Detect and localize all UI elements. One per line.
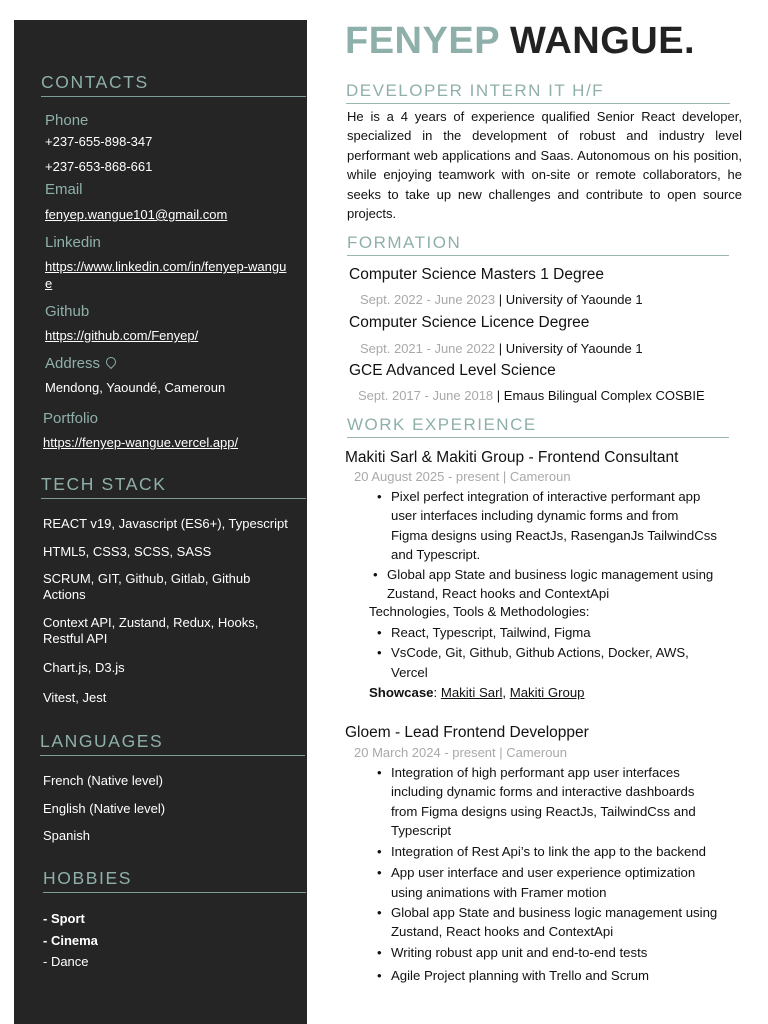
bullet-item: • Agile Project planning with Trello and Scrum	[373, 966, 718, 985]
location-pin-icon	[104, 355, 118, 369]
first-name: FENYEP	[345, 20, 501, 62]
address-label-text: Address	[45, 355, 101, 372]
phone-label: Phone	[45, 112, 89, 129]
degree-school: | Emaus Bilingual Complex COSBIE	[493, 388, 705, 403]
degree-details	[360, 292, 643, 307]
degree-details	[360, 341, 643, 356]
degree-details	[358, 388, 705, 403]
job-title: Makiti Sarl & Makiti Group - Frontend Consultant	[345, 449, 679, 466]
tool-item: • VsCode, Git, Github, Github Actions, Docker, AWS, Vercel	[373, 643, 718, 682]
profile-summary: He is a 4 years of experience qualified Senior React developer, specialized in the development of robust and industry level performant web applications and Saas. Autonomous on his position, while enjoying teamwork with on-site or remote collaborators, he seeks to take up new challenges and contribute to open source projects.	[347, 109, 742, 222]
job-date: 20 August 2025 - present | Cameroun	[354, 469, 571, 484]
address-label	[45, 355, 116, 372]
hobby-item: - Cinema	[43, 933, 98, 948]
address-text: Mendong, Yaoundé, Cameroun	[45, 380, 226, 395]
email-label: Email	[45, 181, 83, 198]
formation-heading: FORMATION	[347, 233, 729, 256]
tech-item: REACT v19, Javascript (ES6+), Typescript	[43, 516, 288, 531]
tech-item: Vitest, Jest	[43, 690, 107, 705]
showcase-link-makiti-sarl[interactable]: Makiti Sarl	[440, 685, 503, 700]
hobby-item: - Sport	[43, 911, 85, 926]
phone-number-2: +237-653-868-661	[45, 159, 153, 174]
degree-dates: Sept. 2022 - June 2023	[360, 292, 496, 307]
showcase-label: Showcase	[369, 685, 434, 700]
phone-number-1: +237-655-898-347	[45, 134, 153, 149]
languages-heading: LANGUAGES	[40, 731, 305, 756]
email-link[interactable]: fenyep.wangue101@gmail.com	[45, 207, 228, 222]
linkedin-label: Linkedin	[45, 234, 101, 251]
role-heading: DEVELOPER INTERN IT H/F	[346, 81, 730, 104]
degree-dates: Sept. 2021 - June 2022	[360, 341, 496, 356]
candidate-name	[345, 20, 695, 63]
showcase-line	[369, 685, 585, 700]
contacts-heading: CONTACTS	[41, 72, 306, 97]
bullet-item: • Writing robust app unit and end-to-end tests	[373, 943, 718, 962]
language-item: French (Native level)	[43, 773, 163, 788]
language-item: Spanish	[43, 828, 90, 843]
job-date: 20 March 2024 - present | Cameroun	[354, 745, 567, 760]
bullet-item: • Integration of high performant app user interfaces including dynamic forms and interactive dashboards from Figma designs using ReactJs, TailwindCss and Typescript	[373, 763, 718, 840]
bullet-item: • Integration of Rest Api’s to link the app to the backend	[373, 842, 718, 861]
job-title: Gloem - Lead Frontend Developper	[345, 724, 589, 741]
portfolio-label: Portfolio	[43, 410, 99, 427]
tools-list	[373, 623, 718, 682]
bullet-item: • Global app State and business logic management using Zustand, React hooks and ContextApi	[373, 903, 718, 942]
github-label: Github	[45, 303, 90, 320]
hobbies-heading: HOBBIES	[43, 868, 306, 893]
tech-item: SCRUM, GIT, Github, Gitlab, Github Actions	[43, 571, 251, 602]
portfolio-link[interactable]: https://fenyep-wangue.vercel.app/	[43, 435, 239, 450]
language-item: English (Native level)	[43, 801, 166, 816]
work-experience-heading: WORK EXPERIENCE	[347, 415, 729, 438]
tech-item: Chart.js, D3.js	[43, 660, 125, 675]
job-bullets	[373, 763, 718, 985]
tool-item: • React, Typescript, Tailwind, Figma	[373, 623, 718, 642]
degree-school: | University of Yaounde 1	[495, 341, 643, 356]
bullet-item: • App user interface and user experience optimization using animations with Framer motion	[373, 863, 718, 902]
job-bullets	[373, 487, 718, 564]
tech-stack-heading: TECH STACK	[41, 474, 306, 499]
tech-item: HTML5, CSS3, SCSS, SASS	[43, 544, 212, 559]
degree-title: Computer Science Masters 1 Degree	[349, 266, 605, 283]
tools-title: Technologies, Tools & Methodologies:	[369, 604, 590, 619]
bullet-item: • Pixel perfect integration of interactive performant app user interfaces including dynamic forms and from Figma designs using ReactJs, RasenganJs TailwindCss and Typescript.	[373, 487, 718, 564]
sidebar	[14, 20, 307, 1024]
degree-dates: Sept. 2017 - June 2018	[358, 388, 494, 403]
hobby-item: - Dance	[43, 954, 89, 969]
showcase-separator: :	[433, 685, 441, 700]
degree-school: | University of Yaounde 1	[495, 292, 643, 307]
last-name: WANGUE.	[510, 20, 696, 62]
bullet-item: • Global app State and business logic management using Zustand, React hooks and ContextApi	[369, 565, 721, 604]
degree-title: GCE Advanced Level Science	[349, 362, 556, 379]
showcase-comma: ,	[502, 685, 510, 700]
degree-title: Computer Science Licence Degree	[349, 314, 590, 331]
linkedin-link[interactable]: https://www.linkedin.com/in/fenyep-wangue	[45, 259, 287, 291]
tech-item: Context API, Zustand, Redux, Hooks, Restful API	[43, 615, 259, 646]
github-link[interactable]: https://github.com/Fenyep/	[45, 328, 199, 343]
job-bullets	[369, 565, 721, 604]
showcase-link-makiti-group[interactable]: Makiti Group	[509, 685, 585, 700]
